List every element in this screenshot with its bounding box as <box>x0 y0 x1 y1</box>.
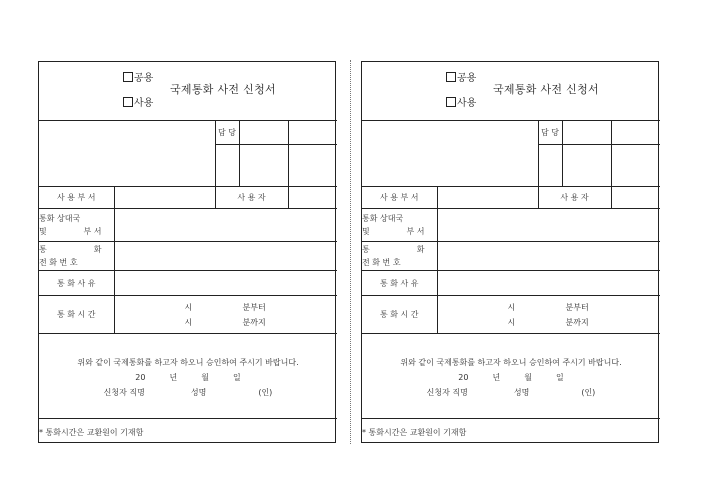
checkbox-public[interactable]: 공용 <box>123 69 153 84</box>
dept-field[interactable] <box>437 187 538 209</box>
signature-line: 신청자 직명 성명 (인) <box>426 387 596 397</box>
checkbox-box[interactable] <box>446 97 456 107</box>
checkbox-public[interactable]: 공용 <box>446 69 476 84</box>
checkbox-private[interactable]: 사용 <box>123 94 153 109</box>
checkbox-box[interactable] <box>123 72 133 82</box>
party-field[interactable] <box>114 209 337 242</box>
party-label: 통화 상대국 및 부 서 <box>39 209 114 242</box>
reason-label: 통 화 사 유 <box>362 271 437 296</box>
approval-sign-2[interactable] <box>562 145 611 187</box>
reason-label: 통 화 사 유 <box>39 271 114 296</box>
date-line: 20 년 월 일 <box>135 372 241 382</box>
user-label: 사 용 자 <box>215 187 288 209</box>
approval-sign-3[interactable] <box>288 145 337 187</box>
dept-label: 사 용 부 서 <box>39 187 114 209</box>
time-label: 통 화 시 간 <box>362 296 437 334</box>
approval-sign-1[interactable] <box>215 145 239 187</box>
blank-area <box>39 121 215 187</box>
call-request-form-right <box>361 61 659 443</box>
approval-sign-1[interactable] <box>538 145 562 187</box>
approval-sign-2[interactable] <box>239 145 288 187</box>
statement-area <box>362 334 660 419</box>
approval-box-2[interactable] <box>288 121 337 145</box>
approval-label: 담 당 <box>538 121 562 145</box>
approval-box-1[interactable] <box>562 121 611 145</box>
approval-sign-3[interactable] <box>611 145 660 187</box>
party-label: 통화 상대국 및 부 서 <box>362 209 437 242</box>
blank-area <box>362 121 538 187</box>
form-table <box>39 62 337 446</box>
phone-label: 통 화 전 화 번 호 <box>39 242 114 271</box>
checkbox-box[interactable] <box>446 72 456 82</box>
approval-box-1[interactable] <box>239 121 288 145</box>
checkbox-private[interactable]: 사용 <box>446 94 476 109</box>
user-field[interactable] <box>288 187 337 209</box>
signature-line: 신청자 직명 성명 (인) <box>103 387 273 397</box>
date-line: 20 년 월 일 <box>458 372 564 382</box>
footnote: * 통화시간은 교환원이 기재함 <box>39 419 337 447</box>
reason-field[interactable] <box>114 271 337 296</box>
form-title: 국제통화 사전 신청서 <box>170 83 276 96</box>
time-label: 통 화 시 간 <box>39 296 114 334</box>
cut-line-divider <box>350 60 351 444</box>
checkbox-box[interactable] <box>123 97 133 107</box>
phone-field[interactable] <box>114 242 337 271</box>
approval-label: 담 당 <box>215 121 239 145</box>
form-header <box>362 62 660 121</box>
time-field[interactable]: 시 분부터 시 분까지 <box>114 296 337 334</box>
user-field[interactable] <box>611 187 660 209</box>
phone-field[interactable] <box>437 242 660 271</box>
dept-field[interactable] <box>114 187 215 209</box>
form-header <box>39 62 337 121</box>
statement-text: 위와 같이 국제통화를 하고자 하오니 승인하여 주시기 바랍니다. <box>77 357 299 367</box>
approval-box-2[interactable] <box>611 121 660 145</box>
user-label: 사 용 자 <box>538 187 611 209</box>
time-field[interactable]: 시 분부터 시 분까지 <box>437 296 660 334</box>
party-field[interactable] <box>437 209 660 242</box>
statement-area <box>39 334 337 419</box>
statement-text: 위와 같이 국제통화를 하고자 하오니 승인하여 주시기 바랍니다. <box>400 357 622 367</box>
dept-label: 사 용 부 서 <box>362 187 437 209</box>
form-title: 국제통화 사전 신청서 <box>493 83 599 96</box>
phone-label: 통 화 전 화 번 호 <box>362 242 437 271</box>
form-table <box>362 62 660 446</box>
reason-field[interactable] <box>437 271 660 296</box>
call-request-form-left <box>38 61 336 443</box>
footnote: * 통화시간은 교환원이 기재함 <box>362 419 660 447</box>
